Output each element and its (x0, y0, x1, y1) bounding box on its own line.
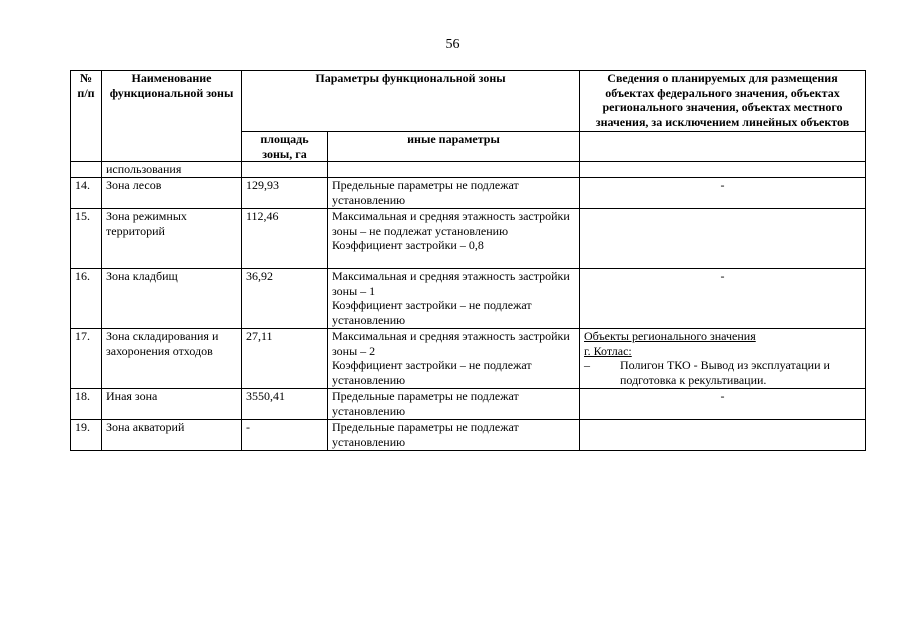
cell-area: - (242, 420, 328, 451)
table-row (71, 269, 866, 329)
header-row (71, 71, 866, 132)
cell-params (328, 209, 580, 269)
functional-zones-table (70, 70, 866, 451)
header-name: Наименование функциональной зоны (102, 71, 242, 162)
param-line: Коэффициент застройки – не подлежат установлению (332, 358, 532, 387)
cell-params (328, 329, 580, 389)
cell-area: 3550,41 (242, 389, 328, 420)
cell-num: 15. (71, 209, 102, 269)
param-line: Предельные параметры не подлежат установлению (332, 389, 519, 418)
param-line: Предельные параметры не подлежат установлению (332, 420, 519, 449)
cell-name: Зона лесов (102, 178, 242, 209)
cell-name: Зона кладбищ (102, 269, 242, 329)
cell-params (328, 269, 580, 329)
param-line: Максимальная и средняя этажность застройки зоны – 2 (332, 329, 570, 358)
cell-name: Зона режимных территорий (102, 209, 242, 269)
cell-info: - (580, 269, 866, 329)
cell-name: Иная зона (102, 389, 242, 420)
cell-info (580, 209, 866, 269)
cell-info (580, 420, 866, 451)
cell-info (580, 162, 866, 178)
cell-area: 129,93 (242, 178, 328, 209)
header-info-empty (580, 132, 866, 162)
cell-name: Зона складирования и захоронения отходов (102, 329, 242, 389)
info-place: г. Котлас: (584, 343, 632, 358)
info-item-text: Полигон ТКО - Вывод из эксплуатации и подготовка к рекультивации. (620, 358, 830, 387)
param-line: Коэффициент застройки – не подлежат установлению (332, 298, 532, 327)
page-number: 56 (445, 37, 460, 52)
info-title: Объекты регионального значения (584, 329, 756, 343)
param-line: Предельные параметры не подлежат установлению (332, 178, 519, 207)
dash-marker: – (584, 358, 590, 372)
table-row (71, 389, 866, 420)
param-line: Максимальная и средняя этажность застройки зоны – 1 (332, 269, 570, 298)
table-row (71, 329, 866, 389)
table-row (71, 178, 866, 209)
cell-area: 36,92 (242, 269, 328, 329)
info-item (584, 358, 861, 387)
header-area: площадь зоны, га (242, 132, 328, 162)
cell-area: 112,46 (242, 209, 328, 269)
cell-num: 16. (71, 269, 102, 329)
cell-area: 27,11 (242, 329, 328, 389)
param-line: Коэффициент застройки – 0,8 (332, 238, 484, 252)
cell-info: - (580, 178, 866, 209)
table-row (71, 420, 866, 451)
cell-num (71, 162, 102, 178)
cell-info: - (580, 389, 866, 420)
cell-info (580, 329, 866, 389)
cell-num: 19. (71, 420, 102, 451)
continuation-row (71, 162, 866, 178)
cell-params (328, 178, 580, 209)
cell-area (242, 162, 328, 178)
cell-num: 18. (71, 389, 102, 420)
cell-params (328, 389, 580, 420)
header-info: Сведения о планируемых для размещения объектах федерального значения, объектах регионального значения, объектах местного значения, за исключением линейных объектов (580, 71, 866, 132)
header-num: № п/п (71, 71, 102, 162)
cell-num: 17. (71, 329, 102, 389)
cell-name: использования (102, 162, 242, 178)
cell-params (328, 420, 580, 451)
header-other: иные параметры (328, 132, 580, 162)
param-line: Максимальная и средняя этажность застройки зоны – не подлежат установлению (332, 209, 570, 238)
header-params: Параметры функциональной зоны (242, 71, 580, 132)
cell-num: 14. (71, 178, 102, 209)
cell-name: Зона акваторий (102, 420, 242, 451)
table-row (71, 209, 866, 269)
cell-params (328, 162, 580, 178)
